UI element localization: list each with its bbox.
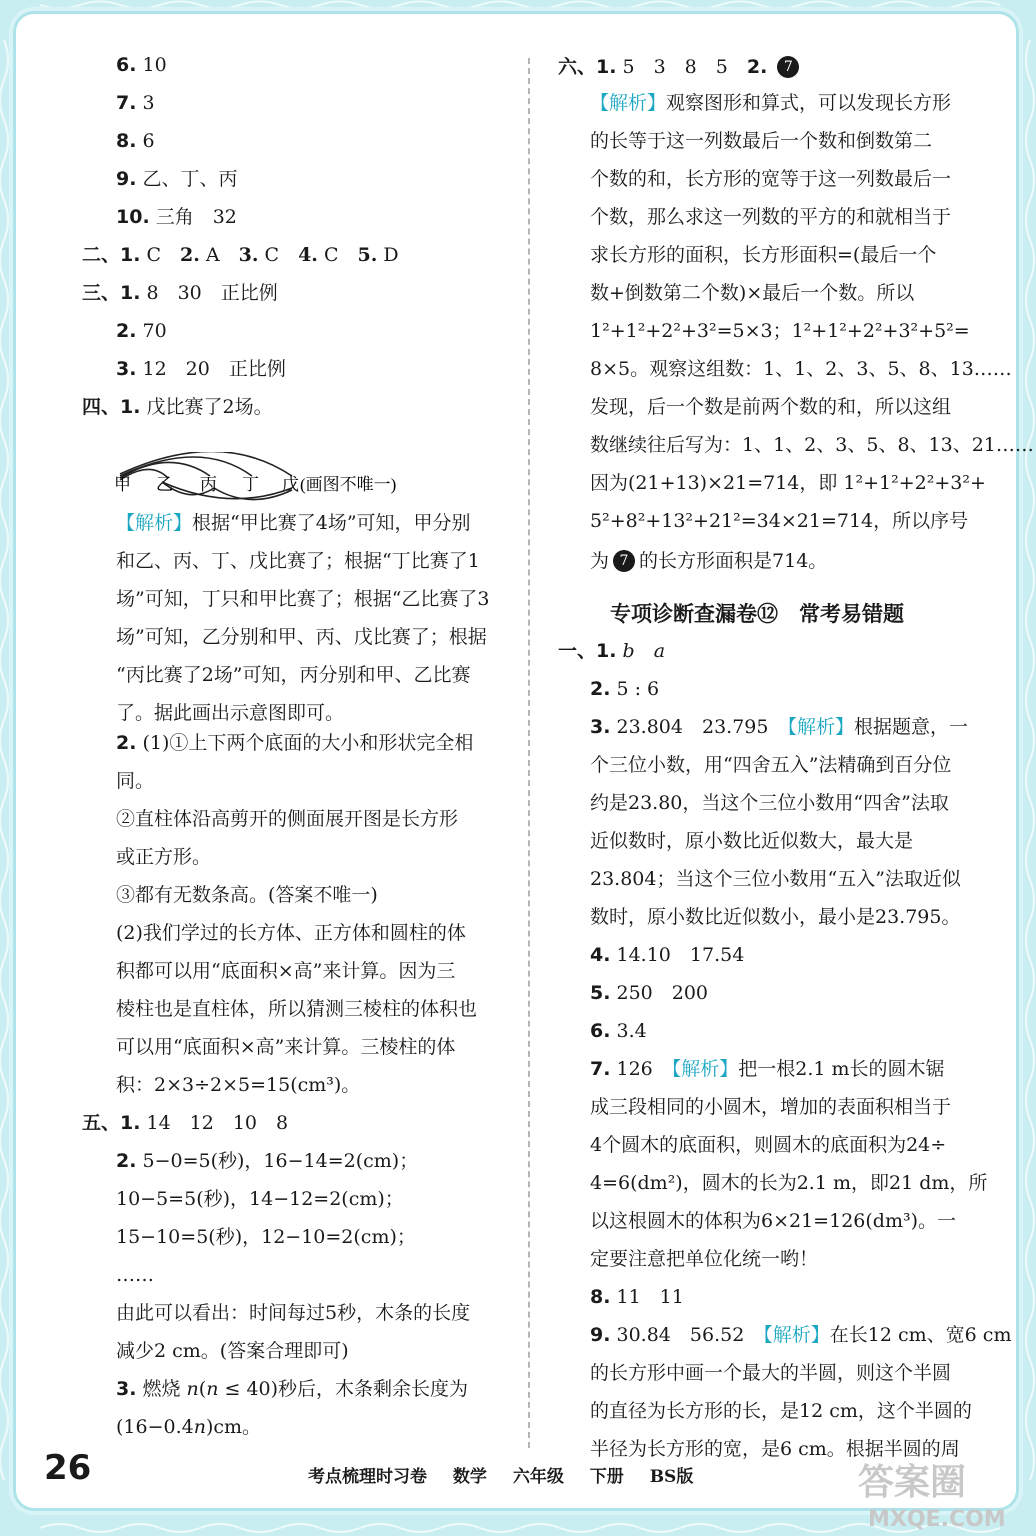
footer-subject: 数学 xyxy=(452,1467,487,1487)
answer-line: 一、1. b a xyxy=(558,640,666,662)
answer-line: ②直柱体沿高剪开的侧面展开图是长方形 xyxy=(116,808,459,830)
answer-line: 同。 xyxy=(116,770,155,792)
answer-line: 半径为长方形的宽，是6 cm。根据半圆的周 xyxy=(590,1438,960,1460)
answer-line: 9. 30.84 56.52 【解析】在长12 cm、宽6 cm xyxy=(590,1324,1012,1346)
answer-line: 8×5。观察这组数：1、1、2、3、5、8、13…… xyxy=(590,358,1012,380)
answer-line: 个数，那么求这一列数的平方的和就相当于 xyxy=(590,206,952,228)
answer-line: 3. 燃烧 n(n ≤ 40)秒后，木条剩余长度为 xyxy=(116,1378,469,1400)
answer-line: 数继续往后写为：1、1、2、3、5、8、13、21…… xyxy=(590,434,1034,456)
answer-line: 积：2×3÷2×5=15(cm³)。 xyxy=(116,1074,361,1096)
answer-line: 成三段相同的小圆木，增加的表面积相当于 xyxy=(590,1096,952,1118)
answer-line: 三、1. 8 30 正比例 xyxy=(82,282,278,304)
answer-line: 6. 3.4 xyxy=(590,1020,647,1042)
answer-line: 2. (1)①上下两个底面的大小和形状完全相 xyxy=(116,732,474,754)
diagram-label-yi: 乙 xyxy=(156,475,173,494)
answer-line: …… xyxy=(116,1264,154,1286)
answer-line: 六、1. 5 3 8 5 2. 7 xyxy=(558,56,803,78)
answer-line: 4. 14.10 17.54 xyxy=(590,944,745,966)
answer-line: 减少2 cm。(答案合理即可) xyxy=(116,1340,349,1362)
answer-line: 的直径为长方形的长，是12 cm，这个半圆的 xyxy=(590,1400,972,1422)
answer-line: 棱柱也是直柱体，所以猜测三棱柱的体积也 xyxy=(116,998,478,1020)
diagram-note: (画图不唯一) xyxy=(300,475,397,494)
answer-line: 23.804；当这个三位小数用“五入”法取近似 xyxy=(590,868,961,890)
answer-line: 由此可以看出：时间每过5秒，木条的长度 xyxy=(116,1302,471,1324)
diagram-label-ding: 丁 xyxy=(242,475,259,494)
answer-line: 3. 23.804 23.795 【解析】根据题意，一 xyxy=(590,716,968,738)
answer-line: 的长方形中画一个最大的半圆，则这个半圆 xyxy=(590,1362,952,1384)
answer-line: 五、1. 14 12 10 8 xyxy=(82,1112,289,1134)
answer-line: 以这根圆木的体积为6×21=126(dm³)。一 xyxy=(590,1210,956,1232)
analysis-line: 场”可知，丁只和甲比赛了；根据“乙比赛了3 xyxy=(116,588,490,610)
answer-line: 2. 70 xyxy=(116,320,167,342)
answer-line: 15−10=5(秒)，12−10=2(cm)； xyxy=(116,1226,416,1248)
column-divider xyxy=(528,58,530,1448)
analysis-line: 场”可知，乙分别和甲、丙、戊比赛了；根据 xyxy=(116,626,487,648)
answer-line: 4=6(dm²)，圆木的长为2.1 m，即21 dm，所 xyxy=(590,1172,988,1194)
page-number: 26 xyxy=(44,1448,92,1488)
footer-edition: BS版 xyxy=(649,1467,694,1487)
answer-line: 7. 126 【解析】把一根2.1 m长的圆木锯 xyxy=(590,1058,945,1080)
answer-line: 7. 3 xyxy=(116,92,155,114)
answer-line: 5. 250 200 xyxy=(590,982,709,1004)
footer-series: 考点梳理时习卷 xyxy=(308,1467,427,1487)
watermark-bottom: MXQE.COM xyxy=(868,1507,1006,1532)
answer-line: 个数的和，长方形的宽等于这一列数最后一 xyxy=(590,168,952,190)
analysis-line: 【解析】根据“甲比赛了4场”可知，甲分别 xyxy=(116,512,471,534)
answer-line: 3. 12 20 正比例 xyxy=(116,358,286,380)
answer-line: (2)我们学过的长方体、正方体和圆柱的体 xyxy=(116,922,466,944)
answer-line: 或正方形。 xyxy=(116,846,212,868)
answer-line: 10−5=5(秒)，14−12=2(cm)； xyxy=(116,1188,404,1210)
analysis-line: 了。据此画出示意图即可。 xyxy=(116,702,345,724)
diagram-label-bing: 丙 xyxy=(200,475,217,494)
answer-line: 数时，原小数比近似数小，最小是23.795。 xyxy=(590,906,961,928)
footer-volume: 下册 xyxy=(589,1467,624,1487)
answer-line: 【解析】观察图形和算式，可以发现长方形 xyxy=(590,92,952,114)
answer-line: 数+倒数第二个数)×最后一个数。所以 xyxy=(590,282,915,304)
answer-line: 2. 5 : 6 xyxy=(590,678,660,700)
answer-line: 可以用“底面积×高”来计算。三棱柱的体 xyxy=(116,1036,456,1058)
answer-line: 9. 乙、丁、丙 xyxy=(116,168,238,190)
answer-line: 为 7 的长方形面积是714。 xyxy=(590,550,828,572)
answer-line: 积都可以用“底面积×高”来计算。因为三 xyxy=(116,960,456,982)
answer-line: 二、1. C 2. A 3. C 4. C 5. D xyxy=(82,244,399,266)
analysis-line: 和乙、丙、丁、戊比赛了；根据“丁比赛了1 xyxy=(116,550,480,572)
answer-line: (16−0.4n)cm。 xyxy=(116,1416,262,1438)
answer-line: 发现，后一个数是前两个数的和，所以这组 xyxy=(590,396,952,418)
answer-line: 求长方形的面积，长方形面积=(最后一个 xyxy=(590,244,937,266)
analysis-line: “丙比赛了2场”可知，丙分别和甲、乙比赛 xyxy=(116,664,471,686)
diagram-label-jia: 甲 xyxy=(114,475,131,494)
answer-line: 的长等于这一列数最后一个数和倒数第二 xyxy=(590,130,933,152)
answer-line: 4个圆木的底面积，则圆木的底面积为24÷ xyxy=(590,1134,947,1156)
answer-line: 8. 11 11 xyxy=(590,1286,684,1308)
diagram-label-wu: 戊 xyxy=(282,475,299,494)
answer-line: 四、1. 戊比赛了2场。 xyxy=(82,396,273,418)
answer-line: ③都有无数条高。(答案不唯一) xyxy=(116,884,378,906)
watermark-logo xyxy=(850,1452,1020,1534)
answer-line: 因为(21+13)×21=714，即 1²+1²+2²+3²+ xyxy=(590,472,986,494)
answer-line: 定要注意把单位化统一哟！ xyxy=(590,1248,819,1270)
watermark-top: 答案圈 xyxy=(858,1462,967,1503)
answer-line: 1²+1²+2²+3²=5×3；1²+1²+2²+3²+5²= xyxy=(590,320,970,342)
answer-line: 个三位小数，用“四舍五入”法精确到百分位 xyxy=(590,754,952,776)
answer-line: 约是23.80，当这个三位小数用“四舍”法取 xyxy=(590,792,949,814)
section-heading: 专项诊断查漏卷⑫ 常考易错题 xyxy=(610,602,904,626)
answer-line: 10. 三角 32 xyxy=(116,206,237,228)
answer-line: 6. 10 xyxy=(116,54,167,76)
match-diagram xyxy=(110,452,410,502)
answer-line: 近似数时，原小数比近似数大，最大是 xyxy=(590,830,914,852)
footer-grade: 六年级 xyxy=(512,1467,564,1487)
answer-line: 2. 5−0=5(秒)，16−14=2(cm)； xyxy=(116,1150,419,1172)
answer-line: 8. 6 xyxy=(116,130,155,152)
footer-book-info xyxy=(308,1462,713,1487)
answer-line: 5²+8²+13²+21²=34×21=714，所以序号 xyxy=(590,510,969,532)
